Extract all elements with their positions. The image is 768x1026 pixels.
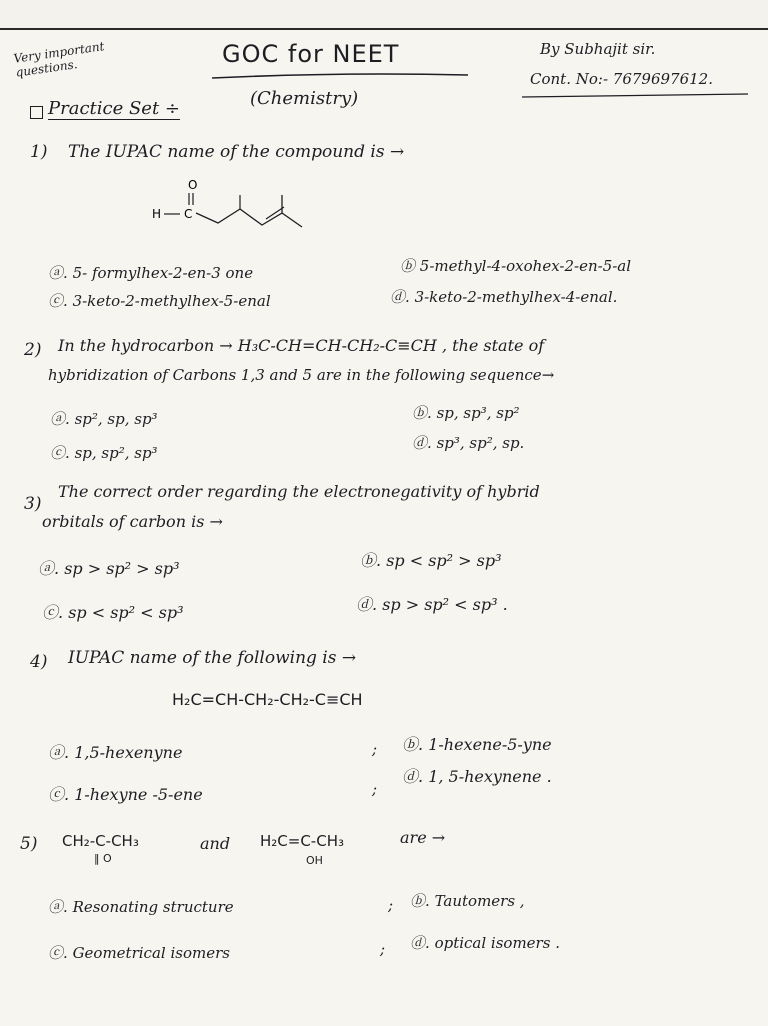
q2-option-c[interactable]: ⓒ. sp, sp², sp³ [50,444,158,462]
q1-structure-chain-end [282,213,302,227]
q3-text-line2: orbitals of carbon is → [42,512,223,531]
q1-structure-c: C [184,207,193,221]
important-note: Very important questions. [12,39,106,80]
q1-option-c[interactable]: ⓒ. 3-keto-2-methylhex-5-enal [48,292,271,310]
q5-option-b[interactable]: ⓑ. Tautomers , [410,892,525,910]
q1-number: 1) [30,142,48,162]
q3-option-c[interactable]: ⓒ. sp < sp² < sp³ [42,603,184,622]
checkbox-icon [30,106,43,119]
q3-option-d[interactable]: ⓓ. sp > sp² < sp³ . [356,595,508,614]
contact-underline [520,92,750,100]
q1-option-b[interactable]: ⓑ 5-methyl-4-oxohex-2-en-5-al [400,257,632,275]
q3-option-a[interactable]: ⓐ. sp > sp² > sp³ [38,559,180,578]
subject-label: (Chemistry) [250,88,359,109]
q5-formula-a: CH₂-C-CH₃ [62,832,139,850]
q3-number: 3) [24,494,42,514]
q5-option-d[interactable]: ⓓ. optical isomers . [410,934,560,952]
q1-structure-h: H [152,207,162,221]
q5-formula-b: H₂C=C-CH₃ [260,832,344,850]
q5-number: 5) [20,834,38,854]
q4-formula: H₂C=CH-CH₂-CH₂-C≡CH [172,690,363,709]
q5-conjunction: and [200,834,231,853]
q2-text-line1: In the hydrocarbon → H₃C-CH=CH-CH₂-C≡CH , the state of [58,336,545,355]
q3-text-line1: The correct order regarding the electronegativity of hybrid [58,482,540,501]
q2-option-d[interactable]: ⓓ. sp³, sp², sp. [412,434,525,452]
title-underline [210,70,470,82]
q2-option-b[interactable]: ⓑ. sp, sp³, sp² [412,404,520,422]
q1-structure [140,175,350,255]
q4-option-b[interactable]: ⓑ. 1-hexene-5-yne [402,735,552,754]
q2-option-a[interactable]: ⓐ. sp², sp, sp³ [50,410,158,428]
q5-separator-1: ; [388,896,394,914]
q5-formula-b-sub: OH [306,854,323,867]
q4-option-a[interactable]: ⓐ. 1,5-hexenyne [48,743,183,762]
q4-option-d[interactable]: ⓓ. 1, 5-hexynene . [402,767,552,786]
q1-structure-chain [196,195,282,225]
q4-separator-1: ; [372,740,378,758]
practice-set-text: Practice Set ÷ [48,98,180,119]
q5-separator-2: ; [380,940,386,958]
contact-number: Cont. No:- 7679697612. [530,70,713,88]
q1-structure-o: O [188,178,198,192]
q4-text: IUPAC name of the following is → [68,648,357,668]
page-title: GOC for NEET [222,40,400,68]
q4-separator-2: ; [372,780,378,798]
q5-formula-a-sub: ‖ O [94,852,112,865]
q5-option-c[interactable]: ⓒ. Geometrical isomers [48,944,230,962]
q2-number: 2) [24,340,42,360]
q1-option-a[interactable]: ⓐ. 5- formylhex-2-en-3 one [48,264,254,282]
practice-set-label [48,98,180,119]
q1-text: The IUPAC name of the compound is → [68,142,405,162]
q5-option-a[interactable]: ⓐ. Resonating structure [48,898,234,916]
author-name: By Subhajit sir. [540,40,656,58]
q3-option-b[interactable]: ⓑ. sp < sp² > sp³ [360,551,502,570]
q5-tail: are → [400,828,446,847]
q2-text-line2: hybridization of Carbons 1,3 and 5 are in the following sequence→ [48,366,555,384]
q4-option-c[interactable]: ⓒ. 1-hexyne -5-ene [48,785,203,804]
q1-option-d[interactable]: ⓓ. 3-keto-2-methylhex-4-enal. [390,288,618,306]
q4-number: 4) [30,652,48,672]
